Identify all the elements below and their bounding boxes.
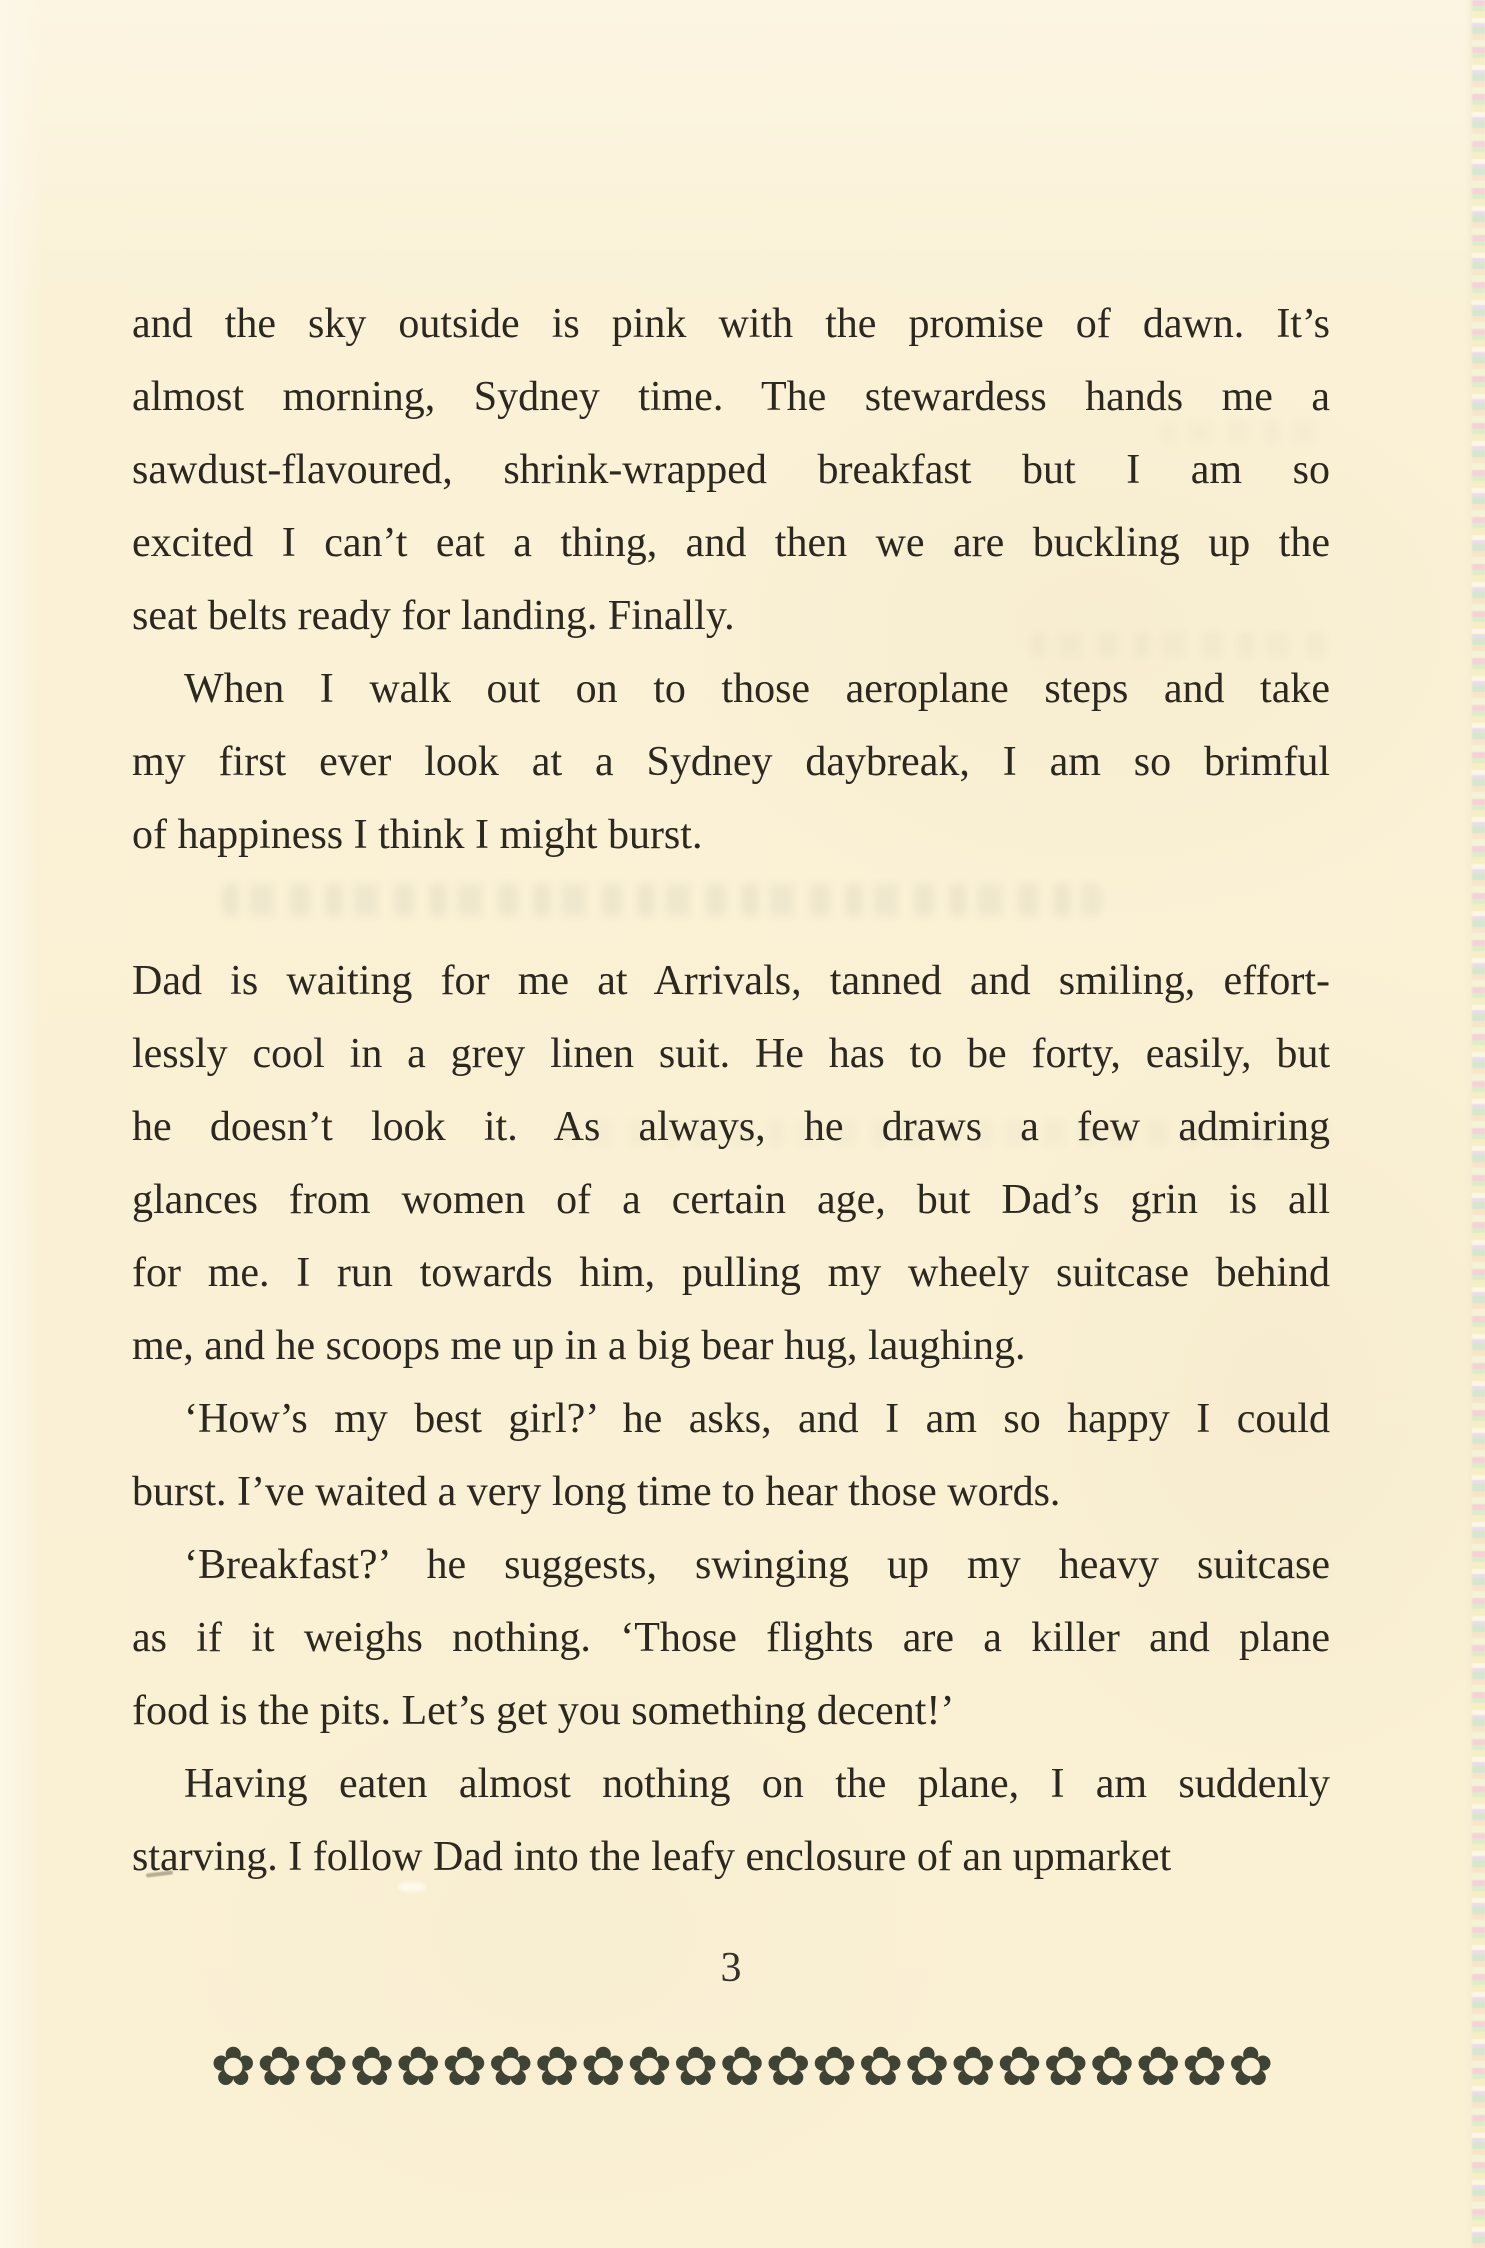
text-line: almost morning, Sydney time. The stewardess hands me a xyxy=(132,374,1330,420)
flower-icon: ✿ xyxy=(1089,2035,1136,2098)
flower-icon: ✿ xyxy=(626,2035,674,2098)
flower-icon: ✿ xyxy=(719,2035,766,2098)
text-line: my first ever look at a Sydney daybreak, I am so brimful xyxy=(132,739,1330,785)
text-line: burst. I’ve waited a very long time to hear those words. xyxy=(132,1469,1061,1515)
text-line: When I walk out on to those aeroplane steps and take xyxy=(184,666,1330,712)
text-line: excited I can’t eat a thing, and then we are buckling up the xyxy=(132,520,1330,566)
flower-icon: ✿ xyxy=(349,2035,396,2098)
text-line: me, and he scoops me up in a big bear hug, laughing. xyxy=(132,1323,1026,1369)
flower-icon: ✿ xyxy=(303,2035,350,2098)
flower-icon: ✿ xyxy=(858,2035,905,2098)
text-line: of happiness I think I might burst. xyxy=(132,812,703,858)
flower-icon: ✿ xyxy=(904,2035,951,2098)
flower-icon: ✿ xyxy=(765,2035,812,2098)
text-line: Dad is waiting for me at Arrivals, tanned and smiling, effort- xyxy=(132,958,1330,1004)
flower-icon: ✿ xyxy=(996,2035,1044,2098)
flower-icon: ✿ xyxy=(534,2035,581,2098)
flower-icon: ✿ xyxy=(673,2035,720,2098)
page-number: 3 xyxy=(720,1945,742,1991)
text-line: ‘How’s my best girl?’ he asks, and I am so happy I could xyxy=(184,1396,1330,1442)
flower-icon: ✿ xyxy=(1043,2035,1090,2098)
flower-icon: ✿ xyxy=(1181,2035,1229,2098)
text-line: sawdust-flavoured, shrink-wrapped breakfast but I am so xyxy=(132,447,1330,493)
text-line: glances from women of a certain age, but Dad’s grin is all xyxy=(132,1177,1330,1223)
paragraph-gap xyxy=(132,872,1330,945)
scan-edge-shadow xyxy=(1465,0,1472,2248)
flower-icon: ✿ xyxy=(1228,2035,1275,2098)
paper-blemish xyxy=(398,1882,426,1892)
scan-edge-noise xyxy=(1472,0,1485,2248)
flower-icon: ✿ xyxy=(1135,2035,1182,2098)
flower-icon: ✿ xyxy=(950,2035,997,2098)
flower-icon: ✿ xyxy=(580,2035,627,2098)
text-line: starving. I follow Dad into the leafy enclosure of an upmarket xyxy=(132,1834,1172,1880)
flower-icon: ✿ xyxy=(811,2035,859,2098)
flower-icon: ✿ xyxy=(256,2035,304,2098)
text-line: ‘Breakfast?’ he suggests, swinging up my heavy suitcase xyxy=(184,1542,1330,1588)
flower-ornament-row xyxy=(0,2028,1485,2106)
text-line: seat belts ready for landing. Finally. xyxy=(132,593,735,639)
flower-icon: ✿ xyxy=(441,2035,489,2098)
text-line: and the sky outside is pink with the promise of dawn. It’s xyxy=(132,301,1330,347)
text-block xyxy=(132,288,1330,1894)
text-line: he doesn’t look it. As always, he draws a few admiring xyxy=(132,1104,1330,1150)
text-line: for me. I run towards him, pulling my wheely suitcase behind xyxy=(132,1250,1330,1296)
text-line: as if it weighs nothing. ‘Those flights are a killer and plane xyxy=(132,1615,1330,1661)
text-line: Having eaten almost nothing on the plane, I am suddenly xyxy=(184,1761,1330,1807)
text-line: lessly cool in a grey linen suit. He has to be forty, easily, but xyxy=(132,1031,1330,1077)
flower-icon: ✿ xyxy=(210,2035,257,2098)
text-line: food is the pits. Let’s get you something decent!’ xyxy=(132,1688,955,1734)
flower-icon: ✿ xyxy=(395,2035,442,2098)
flower-icon: ✿ xyxy=(488,2035,535,2098)
